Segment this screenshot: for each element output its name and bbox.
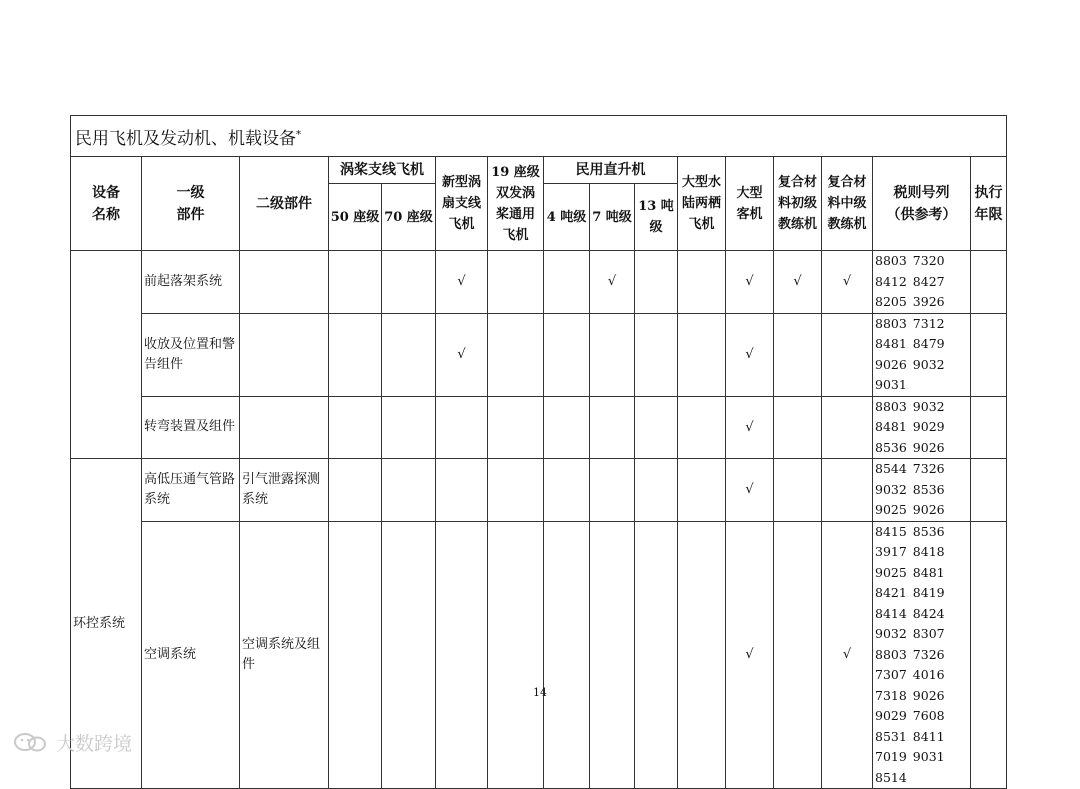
mark-cell bbox=[544, 521, 590, 789]
mark-cell bbox=[382, 459, 436, 522]
header-amphibian: 大型水 陆两栖 飞机 bbox=[678, 157, 726, 251]
period-cell bbox=[971, 396, 1007, 459]
mark-cell bbox=[678, 251, 726, 314]
table-title: 民用飞机及发动机、机载设备 bbox=[75, 128, 296, 149]
header-large-airliner: 大型 客机 bbox=[726, 157, 774, 251]
mark-cell bbox=[488, 521, 544, 789]
period-cell bbox=[971, 521, 1007, 789]
header-new-turbofan: 新型涡 扇支线 飞机 bbox=[436, 157, 488, 251]
title-footnote-mark: * bbox=[296, 128, 301, 140]
table-row bbox=[71, 521, 1007, 789]
header-level1-part: 一级 部件 bbox=[142, 157, 240, 251]
table-row bbox=[71, 459, 1007, 522]
mark-cell bbox=[436, 459, 488, 522]
page-number: 14 bbox=[533, 686, 547, 699]
header-19-seat-utility: 19 座级 双发涡 桨通用 飞机 bbox=[488, 157, 544, 251]
device-name-cell bbox=[71, 251, 142, 459]
mark-cell bbox=[635, 521, 678, 789]
mark-cell bbox=[329, 459, 382, 522]
tariff-cell: 8544 7326 9032 8536 9025 9026 bbox=[873, 459, 971, 522]
tariff-cell: 8415 8536 3917 8418 9025 8481 8421 8419 8414 8424 9032 8307 8803 7326 7307 4016 7318 9026 9029 7608 8531 8411 7019 9031 8514 bbox=[873, 521, 971, 789]
mark-cell bbox=[544, 459, 590, 522]
header-turboprop-regional: 涡桨支线飞机 bbox=[329, 157, 436, 184]
mark-cell: √ bbox=[726, 396, 774, 459]
mark-cell bbox=[382, 313, 436, 396]
mark-cell bbox=[590, 396, 635, 459]
mark-cell bbox=[544, 251, 590, 314]
mark-cell bbox=[635, 313, 678, 396]
mark-cell bbox=[382, 521, 436, 789]
mark-cell bbox=[488, 313, 544, 396]
mark-cell bbox=[488, 251, 544, 314]
level1-cell: 高低压通气管路系统 bbox=[142, 459, 240, 522]
header-device-name: 设备 名称 bbox=[71, 157, 142, 251]
header-level2-part: 二级部件 bbox=[240, 157, 329, 251]
mark-cell bbox=[822, 313, 873, 396]
level1-cell: 前起落架系统 bbox=[142, 251, 240, 314]
mark-cell bbox=[590, 459, 635, 522]
mark-cell bbox=[382, 251, 436, 314]
period-cell bbox=[971, 251, 1007, 314]
header-7-ton: 7 吨级 bbox=[590, 184, 635, 251]
mark-cell bbox=[678, 313, 726, 396]
table-title-cell bbox=[71, 116, 1007, 157]
mark-cell bbox=[329, 313, 382, 396]
mark-cell bbox=[822, 459, 873, 522]
header-civil-helicopter: 民用直升机 bbox=[544, 157, 678, 184]
mark-cell bbox=[436, 396, 488, 459]
mark-cell bbox=[590, 313, 635, 396]
header-composite-intermediate-trainer: 复合材 料中级 教练机 bbox=[822, 157, 873, 251]
mark-cell bbox=[774, 396, 822, 459]
mark-cell: √ bbox=[590, 251, 635, 314]
header-4-ton: 4 吨级 bbox=[544, 184, 590, 251]
mark-cell bbox=[678, 396, 726, 459]
mark-cell: √ bbox=[726, 251, 774, 314]
mark-cell bbox=[635, 251, 678, 314]
level2-cell bbox=[240, 251, 329, 314]
mark-cell bbox=[382, 396, 436, 459]
mark-cell bbox=[678, 459, 726, 522]
mark-cell bbox=[329, 396, 382, 459]
level1-cell: 转弯装置及组件 bbox=[142, 396, 240, 459]
table-row bbox=[71, 396, 1007, 459]
mark-cell bbox=[774, 459, 822, 522]
table-row bbox=[71, 313, 1007, 396]
mark-cell bbox=[822, 396, 873, 459]
mark-cell bbox=[590, 521, 635, 789]
mark-cell bbox=[774, 521, 822, 789]
mark-cell: √ bbox=[726, 313, 774, 396]
tariff-cell: 8803 9032 8481 9029 8536 9026 bbox=[873, 396, 971, 459]
mark-cell: √ bbox=[726, 459, 774, 522]
watermark-text: 大数跨境 bbox=[56, 733, 133, 755]
header-50-seat: 50 座级 bbox=[329, 184, 382, 251]
level2-cell: 空调系统及组件 bbox=[240, 521, 329, 789]
header-13-ton: 13 吨 级 bbox=[635, 184, 678, 251]
mark-cell: √ bbox=[436, 313, 488, 396]
mark-cell bbox=[488, 396, 544, 459]
mark-cell bbox=[635, 396, 678, 459]
mark-cell bbox=[436, 521, 488, 789]
mark-cell: √ bbox=[774, 251, 822, 314]
mark-cell bbox=[544, 396, 590, 459]
watermark bbox=[12, 729, 132, 756]
mark-cell bbox=[774, 313, 822, 396]
level1-cell: 空调系统 bbox=[142, 521, 240, 789]
mark-cell bbox=[329, 521, 382, 789]
mark-cell bbox=[678, 521, 726, 789]
mark-cell bbox=[329, 251, 382, 314]
tariff-cell: 8803 7320 8412 8427 8205 3926 bbox=[873, 251, 971, 314]
tariff-cell: 8803 7312 8481 8479 9026 9032 9031 bbox=[873, 313, 971, 396]
level2-cell bbox=[240, 396, 329, 459]
level2-cell: 引气泄露探测系统 bbox=[240, 459, 329, 522]
header-tariff-number: 税则号列 （供参考） bbox=[873, 157, 971, 251]
level1-cell: 收放及位置和警告组件 bbox=[142, 313, 240, 396]
period-cell bbox=[971, 313, 1007, 396]
mark-cell bbox=[635, 459, 678, 522]
device-name-cell: 环控系统 bbox=[71, 459, 142, 789]
mark-cell: √ bbox=[726, 521, 774, 789]
mark-cell: √ bbox=[436, 251, 488, 314]
mark-cell: √ bbox=[822, 251, 873, 314]
mark-cell bbox=[544, 313, 590, 396]
mark-cell bbox=[488, 459, 544, 522]
header-exec-period: 执行 年限 bbox=[971, 157, 1007, 251]
mark-cell: √ bbox=[822, 521, 873, 789]
table-row bbox=[71, 251, 1007, 314]
header-70-seat: 70 座级 bbox=[382, 184, 436, 251]
header-composite-primary-trainer: 复合材 料初级 教练机 bbox=[774, 157, 822, 251]
level2-cell bbox=[240, 313, 329, 396]
period-cell bbox=[971, 459, 1007, 522]
wechat-logo-icon bbox=[12, 731, 52, 755]
